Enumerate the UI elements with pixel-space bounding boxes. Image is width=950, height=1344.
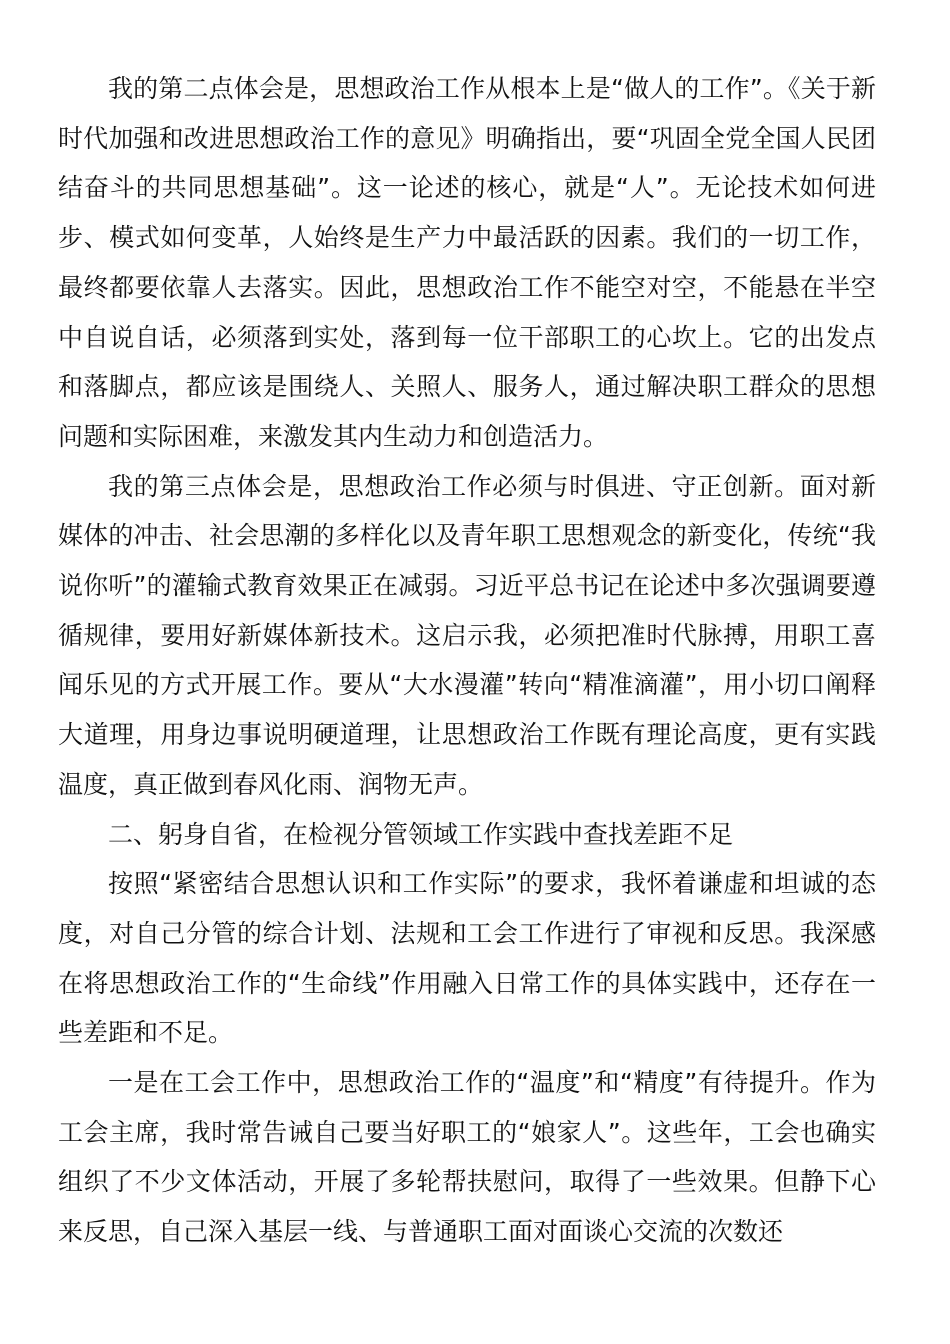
paragraph-third-insight: 我的第三点体会是，思想政治工作必须与时俱进、守正创新。面对新媒体的冲击、社会思潮的多样化以及青年职工思想观念的新变化，传统“我说你听”的灌输式教育效果正在减弱。习近平总书记在论述中多次强调要遵循规律，要用好新媒体新技术。这启示我，必须把准时代脉搏，用职工喜闻乐见的方式开展工作。要从“大水漫灌”转向“精准滴灌”，用小切口阐释大道理，用身边事说明硬道理，让思想政治工作既有理论高度，更有实践温度，真正做到春风化雨、润物无声。	[58, 471, 876, 799]
section-heading: 二、躬身自省，在检视分管领域工作实践中查找差距不足	[108, 819, 734, 849]
paragraph-second-insight: 我的第二点体会是，思想政治工作从根本上是“做人的工作”。《关于新时代加强和改进思想政治工作的意见》明确指出，要“巩固全党全国人民团结奋斗的共同思想基础”。这一论述的核心，就是“人”。无论技术如何进步、模式如何变革，人始终是生产力中最活跃的因素。我们的一切工作，最终都要依靠人去落实。因此，思想政治工作不能空对空，不能悬在半空中自说自话，必须落到实处，落到每一位干部职工的心坎上。它的出发点和落脚点，都应该是围绕人、关照人、服务人，通过解决职工群众的思想问题和实际困难，来激发其内生动力和创造活力。	[58, 74, 876, 451]
paragraph-self-reflection: 按照“紧密结合思想认识和工作实际”的要求，我怀着谦虚和坦诚的态度，对自己分管的综合计划、法规和工会工作进行了审视和反思。我深感在将思想政治工作的“生命线”作用融入日常工作的具体实践中，还存在一些差距和不足。	[58, 869, 876, 1048]
document-body	[58, 64, 876, 1257]
paragraph-union-work: 一是在工会工作中，思想政治工作的“温度”和“精度”有待提升。作为工会主席，我时常告诫自己要当好职工的“娘家人”。这些年，工会也确实组织了不少文体活动，开展了多轮帮扶慰问，取得了一些效果。但静下心来反思，自己深入基层一线、与普通职工面对面谈心交流的次数还	[58, 1068, 876, 1247]
